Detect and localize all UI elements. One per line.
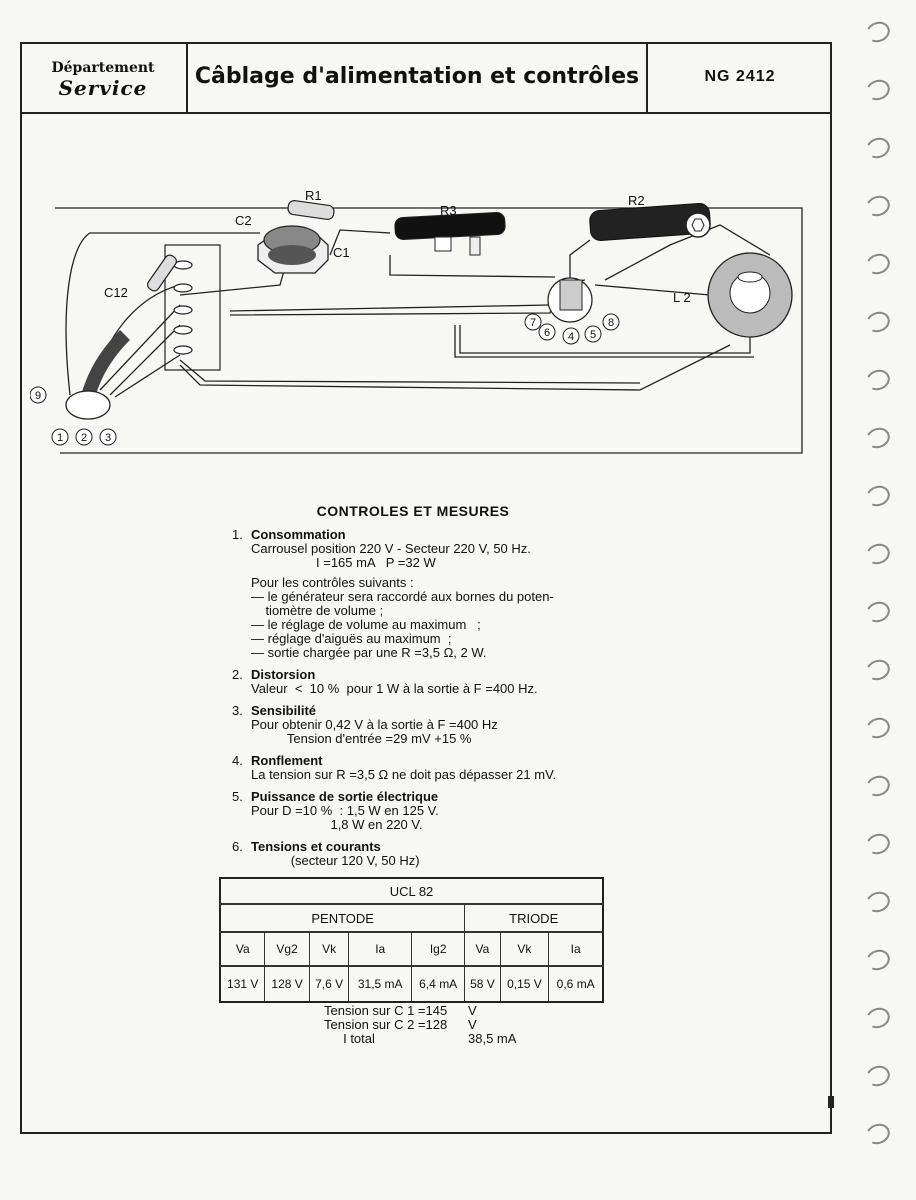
binder-ring (863, 482, 892, 509)
item-title: Ronflement (251, 753, 323, 768)
wire (230, 305, 550, 311)
service-label: Service (58, 76, 148, 100)
column-header: Ia (549, 932, 603, 966)
item-number: 1. (232, 527, 243, 542)
list-item (232, 704, 652, 746)
column-header: Vg2 (265, 932, 309, 966)
binder-ring (863, 830, 892, 857)
table-cell: 128 V (265, 966, 309, 1002)
binder-ring (863, 424, 892, 451)
totals-block (324, 1004, 516, 1046)
header (20, 42, 832, 114)
binder-ring (863, 714, 892, 741)
item-body: La tension sur R =3,5 Ω ne doit pas dépasser 21 mV. (251, 767, 557, 782)
item-title: Distorsion (251, 667, 316, 682)
table-cell: 58 V (465, 966, 500, 1002)
label-r1: R1 (305, 188, 322, 203)
column-header: Va (220, 932, 265, 966)
column-header: Ig2 (411, 932, 464, 966)
label-c1: C1 (333, 245, 350, 260)
department-block (20, 42, 188, 112)
wire (180, 360, 640, 383)
document-reference: NG 2412 (704, 68, 776, 85)
point-2: 2 (80, 432, 88, 444)
item-number: 6. (232, 839, 243, 854)
item-body: (secteur 120 V, 50 Hz) (251, 853, 420, 868)
item-body: Pour obtenir 0,42 V à la sortie à F =400 Hz Tension d'entrée =29 mV +15 % (251, 717, 498, 746)
point-5: 5 (589, 329, 597, 341)
total-label: Tension sur C 2 =128 (324, 1017, 448, 1032)
point-7: 7 (529, 317, 537, 329)
department-label: Département (51, 60, 155, 76)
point-3: 3 (104, 432, 112, 444)
total-row (324, 1018, 516, 1032)
binder-ring (863, 250, 892, 277)
mains-cord (66, 335, 125, 419)
binder-ring (863, 76, 892, 103)
binder-ring (863, 1062, 892, 1089)
binder-ring (863, 946, 892, 973)
pentode-header: PENTODE (220, 904, 465, 932)
item-title: Consommation (251, 527, 346, 542)
page-marker (828, 1096, 834, 1108)
total-value: V (468, 1003, 477, 1018)
binder-ring (863, 18, 892, 45)
binder-ring (863, 540, 892, 567)
table-cell: 6,4 mA (411, 966, 464, 1002)
binder-ring (863, 192, 892, 219)
item-title: Tensions et courants (251, 839, 381, 854)
column-header: Vk (309, 932, 349, 966)
document-title: Câblage d'alimentation et contrôles (188, 42, 648, 112)
label-c12: C12 (104, 285, 128, 300)
item-number: 2. (232, 667, 243, 682)
wire (455, 325, 754, 357)
tube-voltage-table (219, 877, 604, 1003)
resistor-r3 (394, 212, 505, 255)
binder-ring (863, 598, 892, 625)
list-item (232, 668, 652, 696)
item-title: Puissance de sortie électrique (251, 789, 439, 804)
item-body: Carrousel position 220 V - Secteur 220 V, 50 Hz. I =165 mA P =32 W (251, 541, 531, 570)
total-value: V (468, 1017, 477, 1032)
wiring-diagram (30, 185, 820, 465)
column-header: Va (465, 932, 500, 966)
binder-ring (863, 888, 892, 915)
total-label: I total (343, 1031, 375, 1046)
point-6: 6 (543, 327, 551, 339)
binder-ring (863, 308, 892, 335)
list-item (232, 528, 652, 660)
section-title: CONTROLES ET MESURES (316, 503, 510, 519)
point-1: 1 (56, 432, 64, 444)
wire (390, 255, 555, 277)
table-cell: 31,5 mA (349, 966, 412, 1002)
measurements-list (232, 528, 652, 876)
list-item (232, 840, 652, 868)
total-row (324, 1032, 516, 1046)
table-cell: 131 V (227, 977, 259, 991)
item-number: 3. (232, 703, 243, 718)
total-label: Tension sur C 1 =145 (324, 1003, 448, 1018)
wire (180, 267, 285, 295)
item-body: Valeur < 10 % pour 1 W à la sortie à F =400 Hz. (251, 681, 538, 696)
table-cell: 7,6 V (309, 966, 349, 1002)
item-number: 5. (232, 789, 243, 804)
label-r3: R3 (440, 203, 457, 218)
list-item (232, 790, 652, 832)
point-9: 9 (34, 390, 42, 402)
binder-ring (863, 1120, 892, 1147)
column-header: Ia (349, 932, 412, 966)
capacitor-c1-c2 (258, 226, 328, 273)
total-value: 38,5 mA (468, 1031, 517, 1046)
list-item (232, 754, 652, 782)
binder-ring (863, 366, 892, 393)
binder-ring (863, 134, 892, 161)
binder-ring (863, 772, 892, 799)
item-body: Pour D =10 % : 1,5 W en 125 V. 1,8 W en 220 V. (251, 803, 439, 832)
label-l2: L 2 (673, 290, 691, 305)
column-header: Vk (500, 932, 549, 966)
point-8: 8 (607, 317, 615, 329)
spacer (394, 1032, 468, 1046)
tube-name: UCL 82 (220, 878, 603, 904)
label-r2: R2 (628, 193, 645, 208)
total-row (324, 1004, 516, 1018)
binder-ring (863, 1004, 892, 1031)
table-cell: 0,15 V (500, 966, 549, 1002)
binder-ring (863, 656, 892, 683)
item-title: Sensibilité (251, 703, 317, 718)
table-cell: 0,6 mA (549, 966, 603, 1002)
item-notes: Pour les contrôles suivants : — le générateur sera raccordé aux bornes du poten- tiomètre de volume ; — le réglage de volume au maximum ; — réglage d'aiguës au maximum ; — sortie chargée par une R =3,5 Ω, 2 W. (251, 575, 554, 660)
wire (570, 240, 590, 283)
selector-l2 (708, 253, 792, 337)
triode-header: TRIODE (465, 904, 603, 932)
switch-block (548, 278, 592, 322)
item-number: 4. (232, 753, 243, 768)
wire (115, 355, 180, 397)
point-4: 4 (567, 331, 575, 343)
label-c2: C2 (235, 213, 252, 228)
